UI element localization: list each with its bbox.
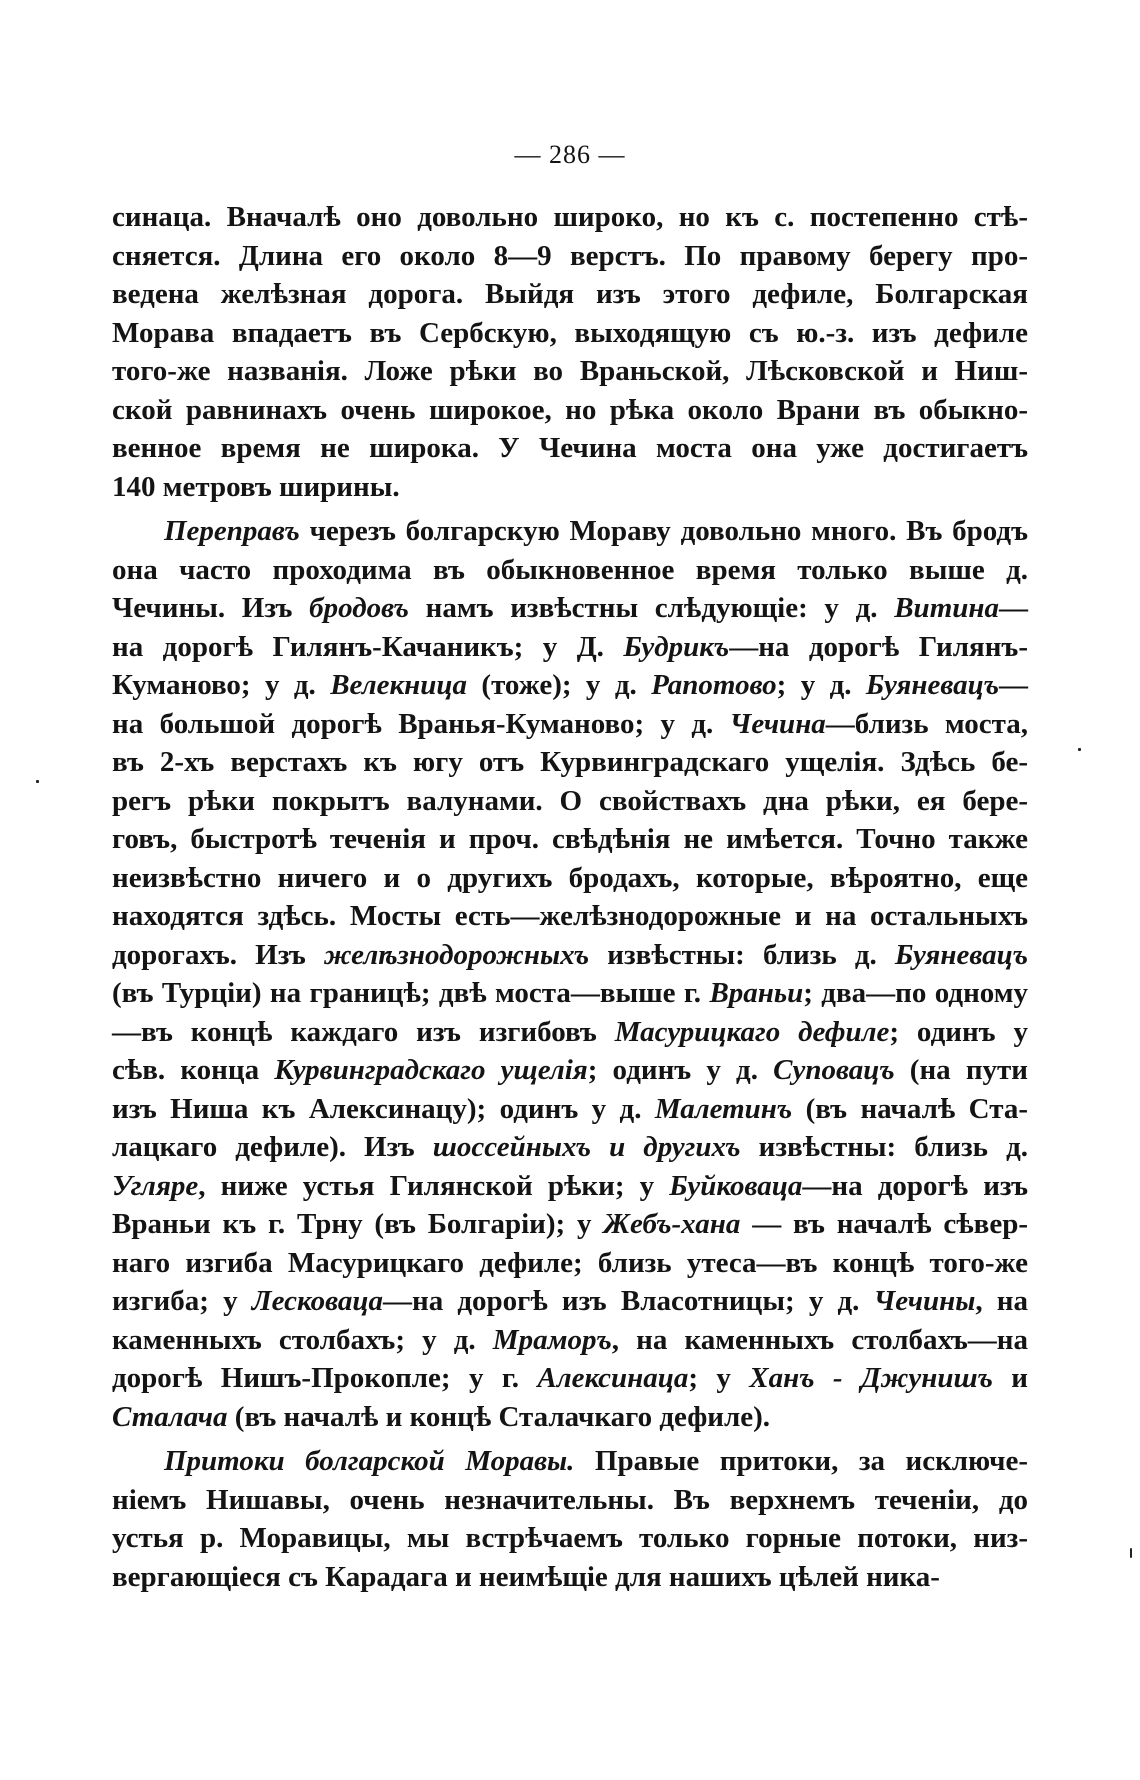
- text-line: [112, 859, 1028, 898]
- text-run: и: [992, 1362, 1028, 1394]
- print-speck: [1078, 748, 1081, 751]
- text-run: регъ рѣки покрытъ валунами. О свойствахъ дна рѣки, ея бере-: [112, 784, 1028, 817]
- text-run: (въ началѣ и концѣ Сталачкаго дефиле).: [227, 1400, 771, 1433]
- text-line: [112, 1128, 1028, 1167]
- italic-text: Жебъ-хана: [603, 1208, 741, 1240]
- text-run: черезъ болгарскую Мораву довольно много. Въ бродъ: [299, 515, 1028, 547]
- italic-text: Сталача: [112, 1400, 228, 1433]
- text-line: [112, 1398, 1028, 1437]
- text-run: она часто проходима въ обыкновенное время только выше д.: [112, 553, 1028, 586]
- text-run: —: [999, 669, 1028, 701]
- italic-text: бродовъ: [309, 592, 409, 624]
- text-run: —на дорогѣ изъ: [802, 1169, 1029, 1202]
- text-line: [112, 743, 1028, 782]
- text-run: (въ Турціи) на границѣ; двѣ моста—выше г.: [112, 977, 710, 1009]
- text-run: неизвѣстно ничего и о другихъ бродахъ, которые, вѣроятно, еще: [112, 861, 1028, 894]
- text-line: [112, 1167, 1028, 1206]
- italic-text: Рапотово: [651, 669, 777, 701]
- text-line: [112, 705, 1028, 744]
- text-run: , на: [975, 1285, 1028, 1317]
- text-line: [112, 352, 1028, 391]
- italic-text: шоссейныхъ и другихъ: [432, 1131, 741, 1163]
- text-run: намъ извѣстны слѣдующіе: у д.: [408, 592, 895, 624]
- italic-text: Ханъ - Джунишъ: [749, 1362, 993, 1394]
- text-run: сѣв. конца: [112, 1054, 275, 1086]
- text-run: въ 2-хъ верстахъ къ югу отъ Курвинградскаго ущелія. Здѣсь бе-: [112, 746, 1028, 778]
- text-run: Куманово; у д.: [112, 669, 331, 701]
- text-run: дорогѣ Нишъ-Прокопле; у г.: [112, 1362, 538, 1394]
- italic-text: Враньи: [709, 977, 804, 1009]
- text-run: ; два—по одному: [803, 977, 1028, 1009]
- text-run: лацкаго дефиле). Изъ: [112, 1131, 433, 1163]
- paragraph: [112, 198, 1028, 506]
- text-run: синаца. Вначалѣ оно довольно широко, но къ с. постепенно стѣ-: [112, 201, 1028, 233]
- text-line: [112, 820, 1028, 859]
- text-line: [112, 551, 1028, 590]
- text-line: [112, 936, 1028, 975]
- text-run: Правые притоки, за исключе-: [574, 1445, 1028, 1477]
- italic-text: Будрикъ: [623, 630, 730, 663]
- text-run: говъ, быстротѣ теченія и проч. свѣдѣнія не имѣется. Точно также: [112, 823, 1028, 855]
- text-line: [112, 314, 1028, 353]
- text-run: каменныхъ столбахъ; у д.: [112, 1323, 493, 1356]
- text-line: [112, 1013, 1028, 1052]
- italic-text: Мраморъ: [492, 1323, 612, 1356]
- text-run: (на пути: [894, 1054, 1028, 1086]
- text-run: ; у д.: [776, 669, 866, 701]
- italic-text: Притоки болгарской Моравы.: [164, 1445, 575, 1477]
- print-speck: [36, 780, 39, 783]
- text-run: Морава впадаетъ въ Сербскую, выходящую съ ю.-з. изъ дефиле: [112, 316, 1028, 349]
- text-line: [112, 782, 1028, 821]
- text-line: [112, 589, 1028, 628]
- text-run: изъ Ниша къ Алексинацу); одинъ у д.: [112, 1092, 655, 1125]
- text-run: находятся здѣсь. Мосты есть—желѣзнодорожные и на остальныхъ: [112, 900, 1028, 932]
- italic-text: желѣзнодорожныхъ: [323, 938, 590, 971]
- body-text: [112, 198, 1028, 1596]
- text-line: [112, 1519, 1028, 1558]
- text-run: (въ началѣ Ста-: [792, 1092, 1028, 1125]
- italic-text: Алексинаца: [537, 1362, 689, 1394]
- text-line: [112, 666, 1028, 705]
- text-line: [112, 198, 1028, 237]
- italic-text: Лесковаца: [251, 1285, 383, 1317]
- text-run: —въ концѣ каждаго изъ изгибовъ: [112, 1015, 615, 1048]
- text-run: ; у: [688, 1362, 750, 1394]
- text-run: ведена желѣзная дорога. Выйдя изъ этого дефиле, Болгарская: [112, 278, 1028, 310]
- text-line: [112, 974, 1028, 1013]
- text-line: [112, 391, 1028, 430]
- text-line: [112, 1244, 1028, 1283]
- text-line: [112, 468, 1028, 507]
- text-line: [112, 237, 1028, 276]
- text-run: ; одинъ у д.: [587, 1054, 774, 1086]
- text-run: того-же названія. Ложе рѣки во Враньской, Лѣсковской и Ниш-: [112, 355, 1028, 387]
- text-run: ; одинъ у: [889, 1015, 1028, 1048]
- text-line: [112, 1442, 1028, 1481]
- text-line: [112, 429, 1028, 468]
- text-line: [112, 1090, 1028, 1129]
- text-run: — въ началѣ сѣвер-: [740, 1208, 1028, 1240]
- text-run: —на дорогѣ Гилянъ-: [729, 630, 1028, 663]
- text-run: —: [998, 592, 1028, 624]
- text-run: вергающіеся съ Карадага и неимѣщіе для нашихъ цѣлей ника-: [112, 1560, 940, 1593]
- text-run: на большой дорогѣ Вранья-Куманово; у д.: [112, 707, 730, 740]
- text-run: —близь моста,: [825, 707, 1028, 740]
- italic-text: Курвинградскаго ущелія: [274, 1054, 588, 1086]
- italic-text: Велекница: [330, 669, 468, 701]
- text-run: устья р. Моравицы, мы встрѣчаемъ только горные потоки, низ-: [112, 1522, 1028, 1554]
- text-run: , ниже устья Гилянской рѣки; у: [198, 1169, 670, 1202]
- text-run: извѣстны: близь д.: [589, 938, 895, 971]
- text-run: , на каменныхъ столбахъ—на: [611, 1323, 1028, 1356]
- text-line: [112, 275, 1028, 314]
- text-line: [112, 897, 1028, 936]
- text-line: [112, 1359, 1028, 1398]
- text-line: [112, 1558, 1028, 1597]
- italic-text: Суповацъ: [773, 1054, 895, 1086]
- text-line: [112, 1282, 1028, 1321]
- text-line: [112, 1481, 1028, 1520]
- text-run: ской равнинахъ очень широкое, но рѣка около Врани въ обыкно-: [112, 393, 1028, 426]
- text-run: Чечины. Изъ: [112, 592, 310, 624]
- italic-text: Масурицкаго дефиле: [614, 1015, 890, 1048]
- italic-text: Малетинъ: [654, 1092, 793, 1125]
- text-run: изгиба; у: [112, 1285, 252, 1317]
- text-line: [112, 1051, 1028, 1090]
- page-number: — 286 —: [514, 140, 626, 169]
- text-run: ніемъ Нишавы, очень незначительны. Въ верхнемъ теченіи, до: [112, 1483, 1028, 1516]
- text-line: [112, 628, 1028, 667]
- italic-text: Буяневацъ: [894, 938, 1028, 971]
- text-run: извѣстны: близь д.: [740, 1131, 1028, 1163]
- text-line: [112, 1321, 1028, 1360]
- text-run: дорогахъ. Изъ: [112, 938, 324, 971]
- italic-text: Переправъ: [164, 515, 300, 547]
- text-run: 140 метровъ ширины.: [112, 470, 400, 503]
- italic-text: Витина: [894, 592, 999, 624]
- text-run: на дорогѣ Гилянъ-Качаникъ; у Д.: [112, 630, 624, 663]
- print-speck: [1130, 1548, 1132, 1558]
- text-run: наго изгиба Масурицкаго дефиле; близь утеса—въ концѣ того-же: [112, 1246, 1028, 1279]
- paragraph: [112, 1442, 1028, 1596]
- text-line: [112, 512, 1028, 551]
- italic-text: Чечины: [873, 1285, 976, 1317]
- italic-text: Чечина: [729, 707, 826, 740]
- italic-text: Угляре: [112, 1169, 199, 1202]
- paragraph: [112, 512, 1028, 1436]
- italic-text: Буяневацъ: [865, 669, 999, 701]
- text-run: венное время не широка. У Чечина моста она уже достигаетъ: [112, 432, 1028, 464]
- text-run: Враньи къ г. Трну (въ Болгаріи); у: [112, 1208, 604, 1240]
- text-run: —на дорогѣ изъ Власотницы; у д.: [383, 1285, 874, 1317]
- text-line: [112, 1205, 1028, 1244]
- text-run: сняется. Длина его около 8—9 верстъ. По правому берегу про-: [112, 239, 1028, 272]
- text-run: (тоже); у д.: [467, 669, 652, 701]
- italic-text: Буйковаца: [669, 1169, 803, 1202]
